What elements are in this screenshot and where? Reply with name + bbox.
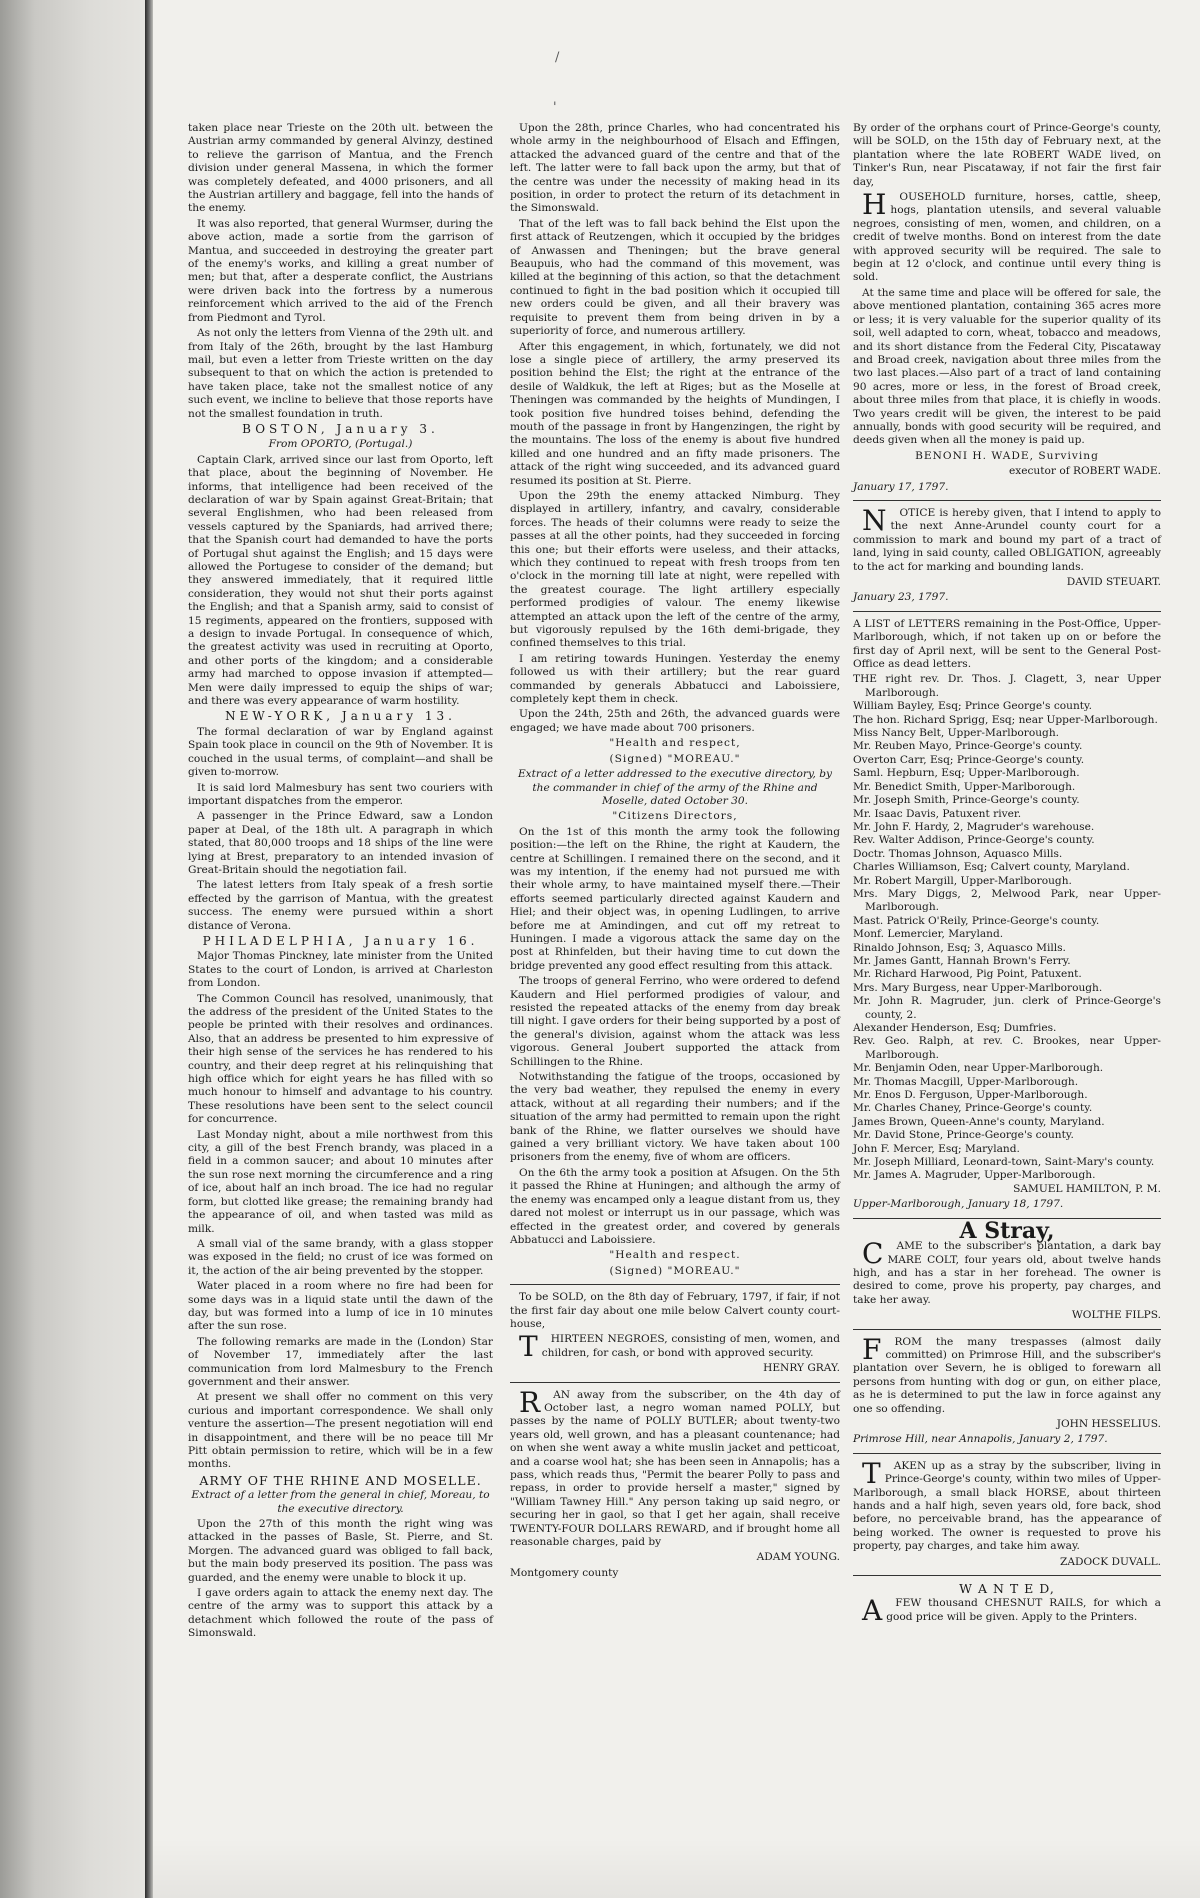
article-paragraph: I gave orders again to attack the enemy next day. The centre of the army was to support this attack by a detachment which followed the route of the pass of Simonswald. <box>188 1587 493 1640</box>
list-item: Mr. Benjamin Oden, near Upper-Marlborough. <box>853 1062 1104 1075</box>
article-paragraph: As not only the letters from Vienna of the 29th ult. and from Italy of the 26th, brought by the last Hamburg mail, but even a letter from Trieste written on the day subsequent to that on which the action is pretended to have taken place, take not the smallest notice of any such event, we incline to believe that those reports have not the smallest foundation in truth. <box>188 327 493 420</box>
list-item: John F. Mercer, Esq; Maryland. <box>853 1142 1020 1155</box>
list-item: Mr. Joseph Milliard, Leonard-town, Saint-Mary's county. <box>853 1156 1155 1169</box>
list-item: Doctr. Thomas Johnson, Aquasco Mills. <box>853 847 1063 860</box>
article-paragraph: Upon the 29th the enemy attacked Nimburg. They displayed in artillery, infantry, and cavalry, considerable forces. The heads of their columns were ready to seize the passes at all the other points, had they succeeded in forcing this one; but their efforts were useless, and their attacks, which they continued to repeat with fresh troops from ten o'clock in the morning till late at night, were repelled with the greatest courage. The light artillery especially performed prodigies of valour. The enemy likewise attempted an attack upon the left of the centre of the army, but vigorously repulsed by the 16th demi-brigade, they confined themselves to this trial. <box>510 489 840 650</box>
advert-signature: executor of ROBERT WADE. <box>1008 465 1161 478</box>
divider <box>853 500 1161 501</box>
wanted-heading: W A N T E D, <box>959 1581 1055 1597</box>
advert-paragraph: AFEW thousand CHESNUT RAILS, for which a good price will be given. Apply to the Printers. <box>862 1594 1161 1628</box>
page-mark: ' <box>553 100 557 115</box>
list-item: Mr. Charles Chaney, Prince-George's county. <box>853 1102 1093 1115</box>
list-item: Rev. Walter Addison, Prince-George's county. <box>853 834 1095 847</box>
list-item: Mr. James A. Magruder, Upper-Marlborough. <box>853 1169 1096 1182</box>
salutation: "Citizens Directors, <box>612 810 738 823</box>
column-2 <box>510 122 840 1582</box>
list-item: Mr. Reuben Mayo, Prince-George's county. <box>853 740 1083 753</box>
advert-date: Upper-Marlborough, January 18, 1797. <box>853 1198 1064 1211</box>
list-item: Mast. Patrick O'Reily, Prince-George's county. <box>853 914 1100 927</box>
advert-place: Montgomery county <box>510 1566 619 1579</box>
advert-paragraph: By order of the orphans court of Prince-George's county, will be SOLD, on the 15th day of February next, at the plantation where the late ROBERT WADE lived, on Tinker's Run, near Piscataway, if not fair the first fair day, <box>853 122 1161 188</box>
advert-paragraph: NOTICE is hereby given, that I intend to apply to the next Anne-Arundel county court for a commission to mark and bound my part of a tract of land, lying in said county, called OBLIGATION, agreeably to the act for marking and bounding lands. <box>853 503 1161 573</box>
list-item: Saml. Hepburn, Esq; Upper-Marlborough. <box>853 767 1080 780</box>
list-item: Mr. John R. Magruder, jun. clerk of Prince-George's county, 2. <box>853 995 1161 1021</box>
article-paragraph: At present we shall offer no comment on this very curious and important correspondence. We shall only venture the assertion—The present negotiation will end in disappointment, and there will be no peace till Mr Pitt obtain permission to retire, which will be in a few months. <box>188 1391 493 1471</box>
article-paragraph: That of the left was to fall back behind the Elst upon the first attack of Reutzengen, which it occupied by the bridges of Anwassen and Theningen; but the brave general Beaupuis, who had the command of this movement, was killed at the beginning of this action, so that the detachment continued to fight in the bad position which it occupied till new orders could be given, and all their bravery was requisite to prevent them from being driven in by a superiority of force, and numerous artillery. <box>510 217 840 338</box>
list-item: William Bayley, Esq; Prince George's county. <box>853 700 1092 713</box>
article-paragraph: On the 6th the army took a position at Afsugen. On the 5th it passed the Rhine at Huningen; and although the army of the enemy was encamped only a league distant from us, they dared not molest or interrupt us in our passage, which was effected in the greatest order, and covered by generals Abbatucci and Laboissiere. <box>510 1166 840 1246</box>
advert-paragraph: At the same time and place will be offered for sale, the above mentioned plantation, containing 365 acres more or less; it is very valuable for the superior quality of its soil, well adapted to corn, wheat, tobacco and meadows, and its short distance from the Federal City, Piscataway and Broad creek, navigation about three miles from the two last places.—Also part of a tract of land containing 90 acres, more or less, in the forest of Broad creek, about three miles from that place, it is chiefly in woods. Two years credit will be given, the interest to be paid annually, bonds with good security will be required, and deeds given when all the money is paid up. <box>853 286 1161 447</box>
divider <box>510 1284 840 1285</box>
list-item: Mr. John F. Hardy, 2, Magruder's warehouse. <box>853 820 1095 833</box>
advert-signature: HENRY GRAY. <box>763 1362 840 1375</box>
advert-paragraph: To be SOLD, on the 8th day of February, 1797, if fair, if not the first fair day about one mile below Calvert county court-house, <box>510 1291 840 1330</box>
list-item: Rinaldo Johnson, Esq; 3, Aquasco Mills. <box>853 941 1066 954</box>
advert-paragraph: CAME to the subscriber's plantation, a dark bay MARE COLT, four years old, about twelve hands high, and has a star in her forehead. The owner is desired to come, prove his property, pay charges, and take her away. <box>853 1237 1161 1306</box>
advert-signature: JOHN HESSELIUS. <box>1056 1417 1161 1430</box>
article-paragraph: It is said lord Malmesbury has sent two couriers with important dispatches from the emperor. <box>188 781 493 807</box>
boston-subhead: From OPORTO, (Portugal.) <box>268 438 413 451</box>
signature-line: "Health and respect, <box>609 737 741 750</box>
divider <box>853 1329 1161 1330</box>
advert-paragraph: TAKEN up as a stray by the subscriber, living in Prince-George's county, within two miles of Upper-Marlborough, a small black HORSE, about thirteen hands and a half high, seven years old, fore back, shod before, no perceivable brand, has the appearance of being worked. The owner is requested to prove his property, pay charges, and take him away. <box>853 1456 1161 1553</box>
article-paragraph: Upon the 24th, 25th and 26th, the advanced guards were engaged; we have made about 700 prisoners. <box>510 708 840 734</box>
article-paragraph: Major Thomas Pinckney, late minister from the United States to the court of London, is arrived at Charleston from London. <box>188 950 493 990</box>
list-item: Mr. Isaac Davis, Patuxent river. <box>853 807 1022 820</box>
list-item: Rev. Geo. Ralph, at rev. C. Brookes, near Upper-Marlborough. <box>853 1035 1161 1061</box>
list-item: Mr. Richard Harwood, Pig Point, Patuxent. <box>853 968 1082 981</box>
article-paragraph: I am retiring towards Huningen. Yesterday the enemy followed us with their artillery; but the rear guard commanded by generals Abbatucci and Laboissiere, completely kept them in check. <box>510 652 840 706</box>
list-item: Charles Williamson, Esq; Calvert county, Maryland. <box>853 861 1130 874</box>
list-item: James Brown, Queen-Anne's county, Maryland. <box>853 1115 1105 1128</box>
advert-date: January 17, 1797. <box>853 480 949 493</box>
list-item: Miss Nancy Belt, Upper-Marlborough. <box>853 727 1060 740</box>
signature-line: (Signed) "MOREAU." <box>609 1264 741 1277</box>
article-paragraph: taken place near Trieste on the 20th ult. between the Austrian army commanded by general Alvinzy, destined to relieve the garrison of Mantua, and the French division under general Massena, in which the former was completely defeated, and 4000 prisoners, and all the Austrian artillery and baggage, fell into the hands of the enemy. <box>188 122 493 215</box>
letters-intro: A LIST of LETTERS remaining in the Post-Office, Upper-Marlborough, which, if not taken up on or before the first day of April next, will be sent to the General Post-Office as dead letters. <box>853 617 1161 671</box>
army-heading: ARMY OF THE RHINE AND MOSELLE. <box>199 1472 482 1488</box>
list-item: Overton Carr, Esq; Prince-George's county. <box>853 753 1085 766</box>
advert-signature: ZADOCK DUVALL. <box>1059 1555 1161 1568</box>
newyork-dateline: NEW-YORK, January 13. <box>225 709 456 724</box>
article-paragraph: Captain Clark, arrived since our last from Oporto, left that place, about the beginning of November. He informs, that intelligence had been received of the declaration of war by Spain against Great-Britain; that several Englishmen, who had been released from vessels captured by the Spaniards, had arrived there; that the Spanish court had demanded to have the ports of Portugal shut against the English; and 15 days were allowed the Portugese to consider of the demand; but they answered immediately, that it required little consideration, they would not shut their ports against the English; and that a Spanish army, said to consist of 15 regiments, appeared on the frontiers, supposed with a design to invade Portugal. In consequence of which, the greatest activity was used in recruiting at Oporto, and other ports of the kingdom; and a considerable army had marched to oppose invasion if attempted—Men were daily impressed to equip the ships of war; and there was every appearance of warm hostility. <box>188 453 493 708</box>
advert-date: Primrose Hill, near Annapolis, January 2, 1797. <box>853 1433 1108 1446</box>
signature-line: (Signed) "MOREAU." <box>609 752 741 765</box>
extract-heading: Extract of a letter addressed to the executive directory, by the commander in chief of the army of the Rhine and Moselle, dated October 30. <box>517 768 833 807</box>
article-paragraph: Water placed in a room where no fire had been for some days was in a liquid state until the dawn of the day, but was formed into a lump of ice in 10 minutes after the sun rose. <box>188 1280 493 1333</box>
article-paragraph: Last Monday night, about a mile northwest from this city, a gill of the best French brandy, was placed in a field in a common saucer; and about 10 minutes after the sun rose next morning the circumference and a ring of ice, about half an inch broad. The ice had no regular form, but clotted like grease; the remaining brandy had the appearance of oil, and when tasted was mild as milk. <box>188 1128 493 1235</box>
list-item: Monf. Lemercier, Maryland. <box>853 928 1004 941</box>
stray-heading: A Stray, <box>959 1217 1055 1244</box>
page-margin <box>0 0 150 1898</box>
divider <box>853 611 1161 612</box>
advert-signature: ADAM YOUNG. <box>756 1551 840 1564</box>
signature-line: "Health and respect. <box>609 1249 741 1262</box>
army-subheading: Extract of a letter from the general in chief, Moreau, to the executive directory. <box>191 1489 490 1515</box>
list-item: Alexander Henderson, Esq; Dumfries. <box>853 1022 1057 1034</box>
advert-paragraph: HOUSEHOLD furniture, horses, cattle, sheep, hogs, plantation utensils, and several valuable negroes, consisting of men, women, and children, on a credit of twelve months. Bond on interest from the date with approved security will be required. The sale to begin at 12 o'clock, and continue until every thing is sold. <box>853 188 1161 284</box>
list-item: THE right rev. Dr. Thos. J. Clagett, 3, near Upper Marlborough. <box>853 673 1161 699</box>
advert-signature: BENONI H. WADE, Surviving <box>915 449 1099 462</box>
letters-list <box>853 673 1161 1182</box>
article-paragraph: The latest letters from Italy speak of a fresh sortie effected by the garrison of Mantua, with the greatest success. The enemy were pursued within a short distance of Verona. <box>188 879 493 932</box>
article-paragraph: The troops of general Ferrino, who were ordered to defend Kaudern and Hiel performed prodigies of valour, and resisted the repeated attacks of the enemy from day break till night. I gave orders for their being supported by a post of the general's division, against whom the attack was less vigorous. General Joubert supported the attack from Schillingen to the Rhine. <box>510 975 840 1068</box>
article-paragraph: A small vial of the same brandy, with a glass stopper was exposed in the field; no crust of ice was formed on it, the action of the air being prevented by the stopper. <box>188 1237 493 1277</box>
list-item: Mrs. Mary Diggs, 2, Melwood Park, near Upper-Marlborough. <box>853 887 1161 914</box>
divider <box>853 1575 1161 1576</box>
article-paragraph: On the 1st of this month the army took the following position:—the left on the Rhine, the right at Kaudern, the centre at Schillingen. I remained there on the second, and it was my intention, if the enemy had not pursued me with their whole army, to have maintained myself there.—Their efforts seemed particularly directed against Kaudern and Hiel; and their object was, in opening Ludlingen, to arrive before me at Amindingen, and cut off my retreat to Huningen. I made a vigorous attack the same day on the post at Rhinfelden, but their having time to cut down the bridge prevented any good effect resulting from this attack. <box>510 825 840 972</box>
article-paragraph: Upon the 28th, prince Charles, who had concentrated his whole army in the neighbourhood of Elsach and Effingen, attacked the advanced guard of the centre and that of the left. The latter were to fall back upon the army, but that of the centre was under the necessity of making head in its position, in order to protect the return of its detachment in the Simonswald. <box>510 122 840 215</box>
article-paragraph: Notwithstanding the fatigue of the troops, occasioned by the very bad weather, they repulsed the enemy in every attack, without at all regarding their numbers; and if the situation of the army had permitted to remain upon the right bank of the Rhine, we flatter ourselves we should have gained a very brilliant victory. We have taken about 100 prisoners from the enemy, five of whom are officers. <box>510 1071 840 1164</box>
article-paragraph: Upon the 27th of this month the right wing was attacked in the passes of Basle, St. Pierre, and St. Morgen. The advanced guard was obliged to fall back, but the main body preserved its position. The pass was guarded, and the enemy were unable to block it up. <box>188 1518 493 1584</box>
list-item: Mrs. Mary Burgess, near Upper-Marlborough. <box>853 981 1103 994</box>
article-paragraph: The formal declaration of war by England against Spain took place in council on the 9th of November. It is couched in the usual terms, of complaint—and shall be given to-morrow. <box>188 725 493 779</box>
advert-paragraph: THIRTEEN NEGROES, consisting of men, women, and children, for cash, or bond with approved security. <box>519 1330 840 1364</box>
boston-dateline: BOSTON, January 3. <box>242 421 439 436</box>
divider <box>510 1382 840 1383</box>
column-1 <box>188 122 493 1643</box>
binding-fold <box>145 0 153 1898</box>
list-item: Mr. Enos D. Ferguson, Upper-Marlborough. <box>853 1089 1088 1102</box>
list-item: Mr. Robert Margill, Upper-Marlborough. <box>853 874 1072 887</box>
article-paragraph: After this engagement, in which, fortunately, we did not lose a single piece of artillery, the army preserved its position behind the Elst; the right at the entrance of the desile of Waldkuk, the left at Riges; but as the Moselle at Theningen was commanded by the heights of Mundingen, I took position five hundred toises behind, defending the mouth of the passage in front by Hangenzingen, the right by the mountains. The loss of the enemy is about five hundred killed and one hundred and an fifty made prisoners. The attack of the right wing succeeded, and its advanced guard resumed its position at St. Pierre. <box>510 340 840 487</box>
article-paragraph: A passenger in the Prince Edward, saw a London paper at Deal, of the 18th ult. A paragraph in which stated, that 80,000 troops and 18 ships of the line were lying at Brest, preparatory to an intended invasion of Great-Britain should the negotiation fail. <box>188 810 493 876</box>
advert-paragraph: RAN away from the subscriber, on the 4th day of October last, a negro woman named POLLY, but passes by the name of POLLY BUTLER; about twenty-two years old, well grown, and has a pleasant countenance; had on when she went away a white muslin jacket and petticoat, and a coarse wool hat; she has been seen in Annapolis; has a pass, which reads thus, "Permit the bearer Polly to pass and repass, in order to provide herself a master," signed by "William Tawney Hill." Any person taking up said negro, or securing her in gaol, so that I get her again, shall receive TWENTY-FOUR DOLLARS REWARD, and if brought home all reasonable charges, paid by <box>510 1385 840 1549</box>
advert-paragraph: FROM the many trespasses (almost daily committed) on Primrose Hill, and the subscriber's plantation over Severn, he is obliged to forewarn all persons from hunting with dog or gun, on either place, as he is determined to put the law in force against any one so offending. <box>853 1332 1161 1415</box>
advert-date: January 23, 1797. <box>853 591 949 604</box>
advert-signature: WOLTHE FILPS. <box>1071 1309 1161 1322</box>
list-item: The hon. Richard Sprigg, Esq; near Upper-Marlborough. <box>853 713 1158 726</box>
divider <box>853 1453 1161 1454</box>
article-paragraph: The Common Council has resolved, unanimously, that the address of the president of the United States to the people be printed with their resolves and ordinances. Also, that an address be presented to him expressive of their high sense of the services he has rendered to his country, and their deep regret at his relinquishing that high office which for eight years he has filled with so much honour to himself and advantage to his country. These resolutions have been sent to the select council for concurrence. <box>188 992 493 1126</box>
page-mark: / <box>555 50 560 65</box>
list-item: Mr. James Gantt, Hannah Brown's Ferry. <box>853 954 1071 967</box>
article-paragraph: The following remarks are made in the (London) Star of November 17, immediately after the last communication from lord Malmesbury to the French government and their answer. <box>188 1335 493 1388</box>
article-paragraph: It was also reported, that general Wurmser, during the above action, made a sortie from the garrison of Mantua, and succeeded in destroying the greater part of the enemy's works, and killing a great number of men; but that, after a desperate conflict, the Austrians were driven back into the fortress by a numerous reinforcement which arrived to the aid of the French from Piedmont and Tyrol. <box>188 217 493 324</box>
page-shadow <box>153 1838 1200 1898</box>
advert-signature: DAVID STEUART. <box>1066 576 1161 588</box>
column-3 <box>853 122 1161 1626</box>
postmaster-signature: SAMUEL HAMILTON, P. M. <box>1013 1182 1161 1195</box>
philadelphia-dateline: PHILADELPHIA, January 16. <box>202 933 479 948</box>
list-item: Mr. Joseph Smith, Prince-George's county. <box>853 794 1080 807</box>
list-item: Mr. David Stone, Prince-George's county. <box>853 1129 1074 1142</box>
list-item: Mr. Benedict Smith, Upper-Marlborough. <box>853 780 1076 793</box>
list-item: Mr. Thomas Macgill, Upper-Marlborough. <box>853 1075 1079 1088</box>
